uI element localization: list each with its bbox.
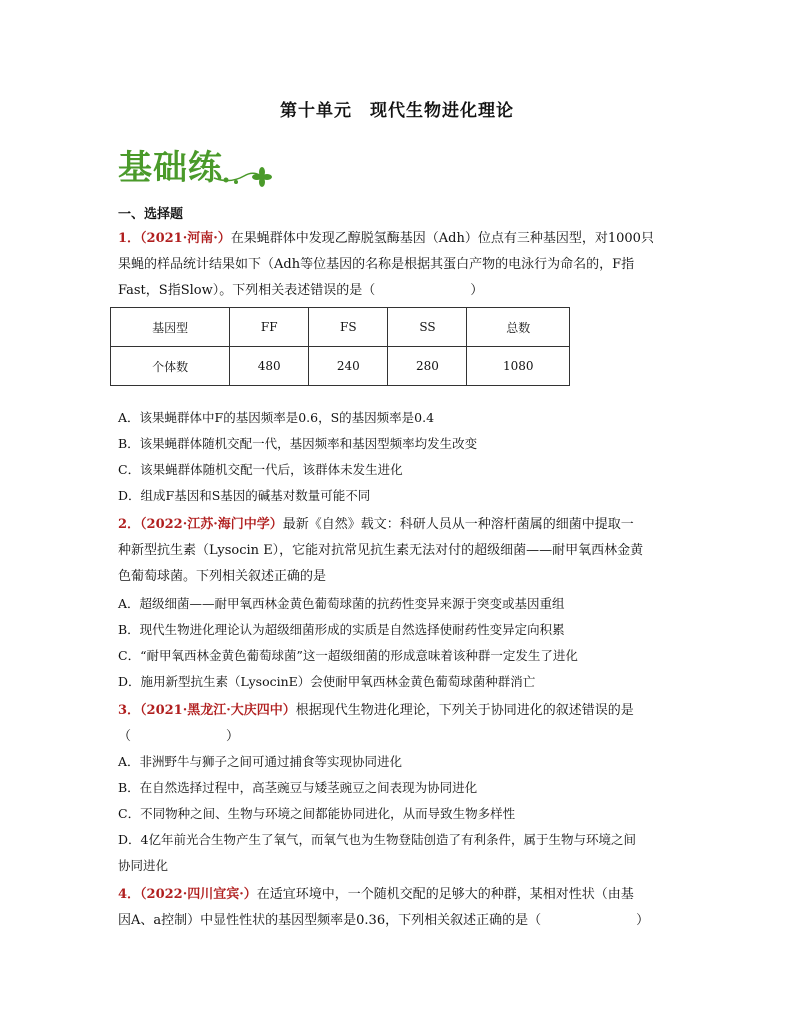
table-header-row (111, 308, 570, 347)
q2-source-tag: （2022·江苏·海门中学） (140, 517, 283, 532)
table-cell: 基因型 (111, 308, 230, 347)
q2-number: 2． (118, 517, 141, 532)
table-cell: 个体数 (111, 347, 230, 386)
q3-paren-open: （ (118, 729, 132, 744)
q4-line-2 (118, 908, 678, 934)
q3-paren-close: ） (226, 729, 240, 744)
q1-text-end: Fast，S指Slow）。下列相关表述错误的是（ (118, 283, 376, 298)
q1-paren-close: ） (470, 283, 484, 298)
q3-number: 3． (118, 703, 141, 718)
q4-line-1 (118, 882, 678, 908)
q3-option-c: C．不同物种之间、生物与环境之间都能协同进化，从而导致生物多样性 (118, 806, 516, 821)
q4-text: 在适宜环境中，一个随机交配的足够大的种群，某相对性状（由基 (256, 887, 634, 902)
q3-source-tag: （2021·黑龙江·大庆四中） (140, 703, 296, 718)
q2-text: 最新《自然》载文：科研人员从一种溶杆菌属的细菌中提取一 (282, 517, 634, 532)
table-row (111, 347, 570, 386)
q1-source-tag: （2021·河南·） (140, 231, 231, 246)
banner-text: 基础练 (118, 148, 223, 188)
q3-line-1 (118, 698, 678, 724)
table-cell: 240 (309, 347, 388, 386)
question-4 (118, 882, 678, 934)
q1-option-c: C．该果蝇群体随机交配一代后，该群体未发生进化 (118, 462, 403, 477)
table-cell: SS (388, 308, 467, 347)
q2-option-a: A．超级细菌——耐甲氧西林金黄色葡萄球菌的抗药性变异来源于突变或基因重组 (118, 596, 565, 611)
q1-line-1 (118, 226, 678, 252)
q2-line-1 (118, 512, 678, 538)
q3-option-d-continued: 协同进化 (118, 858, 169, 873)
q1-line-2: 果蝇的样品统计结果如下（Adh等位基因的名称是根据其蛋白产物的电泳行为命名的，F指 (118, 257, 635, 272)
q1-option-a: A．该果蝇群体中F的基因频率是0.6，S的基因频率是0.4 (118, 410, 435, 425)
q2-line-2: 种新型抗生素（Lysocin E），它能对抗常见抗生素无法对付的超级细菌——耐甲氧西林金黄 (118, 543, 644, 558)
section-heading: 一、选择题 (118, 207, 184, 222)
q3-option-b: B．在自然选择过程中，高茎豌豆与矮茎豌豆之间表现为协同进化 (118, 780, 478, 795)
q2-line-3: 色葡萄球菌。下列相关叙述正确的是 (118, 569, 327, 584)
table-cell: 280 (388, 347, 467, 386)
q3-line-2 (118, 724, 678, 750)
table-cell: FS (309, 308, 388, 347)
page-title: 第十单元 现代生物进化理论 (280, 101, 514, 121)
q4-source-tag: （2022·四川宜宾·） (140, 887, 257, 902)
q1-option-b: B．该果蝇群体随机交配一代，基因频率和基因型频率均发生改变 (118, 436, 478, 451)
q2-option-d: D．施用新型抗生素（LysocinE）会使耐甲氧西林金黄色葡萄球菌种群消亡 (118, 674, 536, 689)
q3-option-d: D．4亿年前光合生物产生了氧气，而氧气也为生物登陆创造了有利条件，属于生物与环境之间 (118, 832, 636, 847)
section-banner (118, 140, 278, 192)
q4-number: 4． (118, 887, 141, 902)
table-cell: 480 (230, 347, 309, 386)
question-2 (118, 512, 678, 590)
table-cell: FF (230, 308, 309, 347)
q1-option-d: D．组成F基因和S基因的碱基对数量可能不同 (118, 488, 371, 503)
question-1 (118, 226, 678, 304)
q3-text: 根据现代生物进化理论，下列关于协同进化的叙述错误的是 (295, 703, 634, 718)
q4-paren-close: ） (636, 913, 650, 928)
q1-line-3 (118, 278, 678, 304)
clover-icon (118, 140, 278, 192)
q2-option-b: B．现代生物进化理论认为超级细菌形成的实质是自然选择使耐药性变异定向积累 (118, 622, 565, 637)
q1-number: 1． (118, 231, 141, 246)
q2-option-c: C．“耐甲氧西林金黄色葡萄球菌”这一超级细菌的形成意味着该种群一定发生了进化 (118, 648, 578, 663)
genotype-table (110, 307, 570, 386)
table-cell: 1080 (467, 347, 570, 386)
question-3 (118, 698, 678, 750)
q1-text: 在果蝇群体中发现乙醇脱氢酶基因（Adh）位点有三种基因型，对1000只 (230, 231, 654, 246)
table-cell: 总数 (467, 308, 570, 347)
q4-text-end: 因A、a控制）中显性性状的基因型频率是0.36，下列相关叙述正确的是（ (118, 913, 542, 928)
q3-option-a: A．非洲野牛与狮子之间可通过捕食等实现协同进化 (118, 754, 403, 769)
